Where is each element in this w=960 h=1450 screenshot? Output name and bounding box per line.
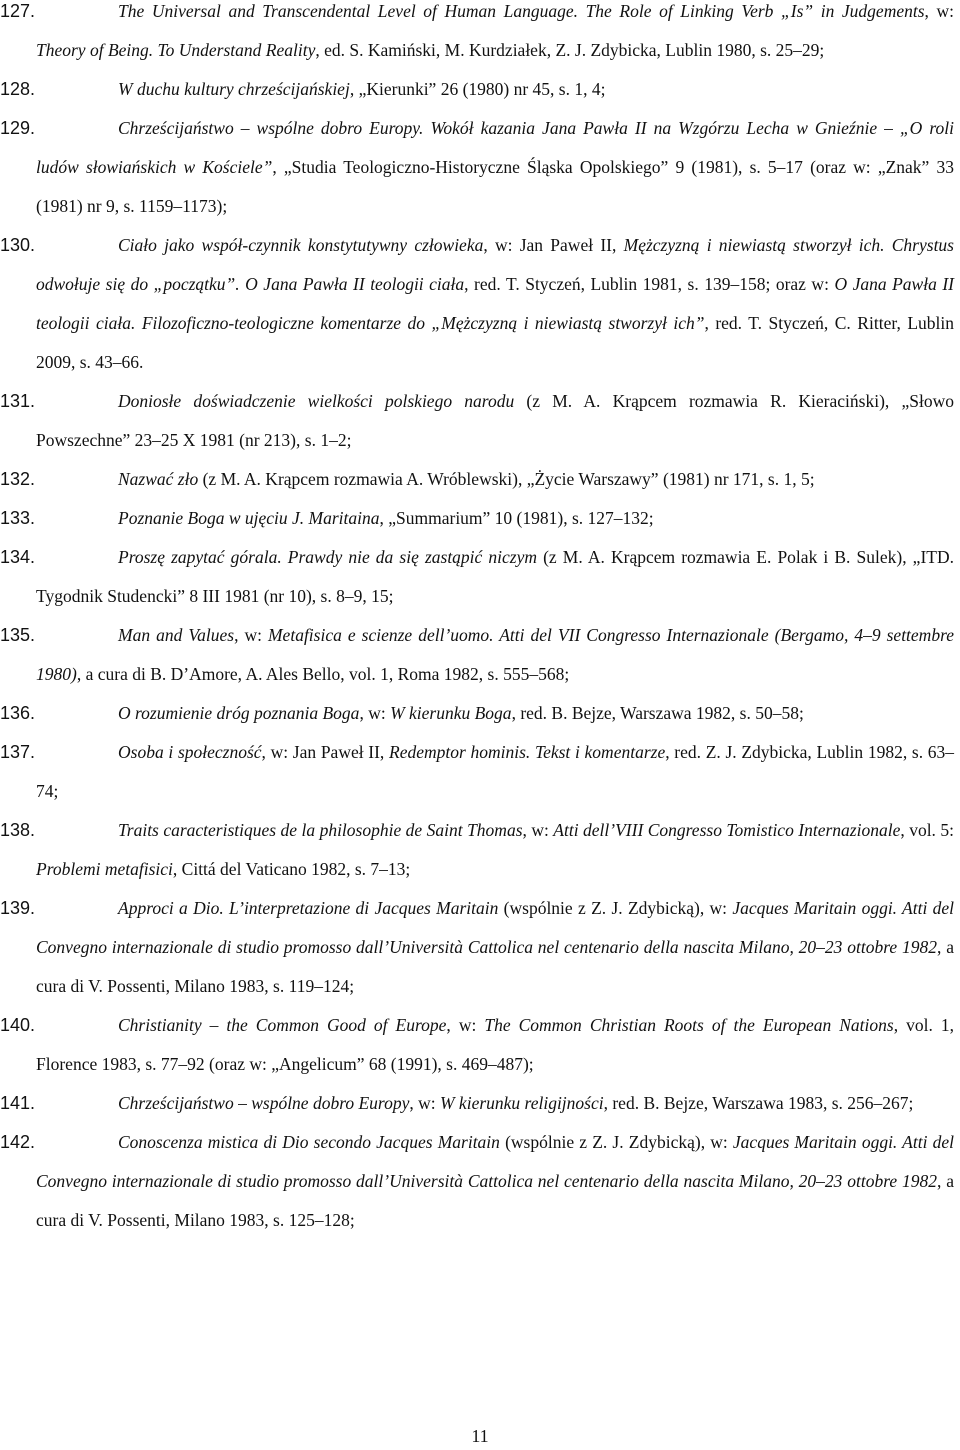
entry-text-segment: , „Summarium” 10 (1981), s. 127–132;	[379, 508, 654, 528]
entry-text-segment: , w:	[924, 1, 954, 21]
entry-number: 138.	[0, 820, 36, 840]
entry-text	[36, 70, 954, 109]
entry-text	[36, 889, 954, 1006]
entry-title-italic: Approci a Dio. L’interpretazione di Jacques Maritain	[118, 898, 499, 918]
entry-title-italic: O Jana Pawła II teologii ciała. Filozoficzno-teologiczne komentarze do „Mężczyzną i niewiastą stworzył ich”	[36, 274, 954, 333]
entry-text-segment: , „Studia Teologiczno-Historyczne Śląska Opolskiego” 9 (1981), s. 5–17 (oraz w: „Znak” 33 (1981) nr 9, s. 1159–1173);	[36, 157, 954, 216]
entry-text	[36, 1006, 954, 1084]
entry-text	[36, 811, 954, 889]
entry-text	[36, 1084, 954, 1123]
entry-number: 134.	[0, 547, 36, 567]
entry-text-segment: , red. T. Styczeń, C. Ritter, Lublin 2009, s. 43–66.	[36, 313, 954, 372]
entry-title-italic: Atti dell’VIII Congresso Tomistico Internazionale	[553, 820, 901, 840]
bibliography-entry	[0, 1123, 960, 1240]
entry-text-segment: , red. Z. J. Zdybicka, Lublin 1982, s. 63–74;	[36, 742, 955, 801]
bibliography-entry	[0, 226, 960, 382]
entry-text-segment: , w:	[446, 1015, 485, 1035]
bibliography-entry	[0, 109, 960, 226]
entry-text-segment: , w:	[522, 820, 554, 840]
entry-title-italic: Man and Values	[118, 625, 235, 645]
entry-text	[36, 538, 954, 616]
bibliography-entry	[0, 889, 960, 1006]
entry-text-segment: , w: Jan Paweł II,	[483, 235, 624, 255]
entry-text	[36, 694, 954, 733]
entry-title-italic: Redemptor hominis. Tekst i komentarze	[389, 742, 666, 762]
entry-text	[36, 499, 954, 538]
entry-title-italic: Proszę zapytać górala. Prawdy nie da się zastąpić niczym	[118, 547, 537, 567]
entry-number: 140.	[0, 1015, 36, 1035]
entry-text-segment: , a cura di B. D’Amore, A. Ales Bello, vol. 1, Roma 1982, s. 555–568;	[76, 664, 570, 684]
entry-title-italic: W kierunku religijności	[439, 1093, 604, 1113]
bibliography-entry	[0, 70, 960, 109]
entry-title-italic: Jacques Maritain oggi. Atti del Convegno internazionale di studio promosso dall’Università Cattolica nel centenario della nascita Milano, 20–23 ottobre 1982	[36, 898, 955, 957]
entry-text-segment: (z M. A. Krąpcem rozmawia R. Kieraciński), „Słowo Powszechne” 23–25 X 1981 (nr 213), s. 1–2;	[36, 391, 954, 450]
entry-text-segment: (z M. A. Krąpcem rozmawia E. Polak i B. Sulek), „ITD. Tygodnik Studencki” 8 III 1981 (nr 10), s. 8–9, 15;	[36, 547, 954, 606]
entry-title-italic: Traits caracteristiques de la philosophie de Saint Thomas	[118, 820, 523, 840]
entry-title-italic: O rozumienie dróg poznania Boga	[118, 703, 360, 723]
entry-text	[36, 382, 954, 460]
entry-text-segment: , red. B. Bejze, Warszawa 1982, s. 50–58;	[511, 703, 804, 723]
bibliography-entry	[0, 538, 960, 616]
entry-title-italic: Chrześcijaństwo – wspólne dobro Europy. Wokół kazania Jana Pawła II na Wzgórzu Lecha w Gnieźnie – „O roli ludów słowiańskich w Kościele”	[36, 118, 954, 177]
entry-title-italic: Problemi metafisici	[36, 859, 173, 879]
entry-title-italic: Doniosłe doświadczenie wielkości polskiego narodu	[118, 391, 515, 411]
entry-number: 128.	[0, 79, 36, 99]
bibliography-entry	[0, 694, 960, 733]
page-number: 11	[471, 1426, 489, 1446]
entry-title-italic: Jacques Maritain oggi. Atti del Convegno internazionale di studio promosso dall’Università Cattolica nel centenario della nascita Milano, 20–23 ottobre 1982	[36, 1132, 954, 1191]
entry-text	[36, 616, 954, 694]
entry-title-italic: Nazwać zło	[118, 469, 199, 489]
entry-number: 130.	[0, 235, 36, 255]
entry-text-segment: (z M. A. Krąpcem rozmawia A. Wróblewski), „Życie Warszawy” (1981) nr 171, s. 1, 5;	[198, 469, 815, 489]
entry-number: 133.	[0, 508, 36, 528]
entry-number: 135.	[0, 625, 36, 645]
bibliography-entry	[0, 0, 960, 70]
bibliography-entry	[0, 616, 960, 694]
bibliography-entry	[0, 382, 960, 460]
bibliography-entry	[0, 1084, 960, 1123]
entry-text	[36, 0, 954, 70]
entry-text-segment: , ed. S. Kamiński, M. Kurdziałek, Z. J. Zdybicka, Lublin 1980, s. 25–29;	[315, 40, 825, 60]
bibliography-entry	[0, 811, 960, 889]
entry-text-segment: , red. B. Bejze, Warszawa 1983, s. 256–267;	[603, 1093, 914, 1113]
entry-number: 141.	[0, 1093, 36, 1113]
entry-text-segment: , red. T. Styczeń, Lublin 1981, s. 139–158; oraz w:	[464, 274, 835, 294]
entry-number: 132.	[0, 469, 36, 489]
entry-title-italic: Poznanie Boga w ujęciu J. Maritaina	[118, 508, 380, 528]
entry-title-italic: Ciało jako współ-czynnik konstytutywny człowieka	[118, 235, 484, 255]
bibliography-entry	[0, 1006, 960, 1084]
entry-text-segment: , a cura di V. Possenti, Milano 1983, s. 125–128;	[36, 1171, 954, 1230]
entry-title-italic: W kierunku Boga	[390, 703, 512, 723]
entry-text-segment: , vol. 5:	[900, 820, 954, 840]
entry-text	[36, 733, 954, 811]
entry-text-segment: , w: Jan Paweł II,	[261, 742, 389, 762]
entry-text-segment: , a cura di V. Possenti, Milano 1983, s. 119–124;	[36, 937, 954, 996]
entry-title-italic: Theory of Being. To Understand Reality	[36, 40, 316, 60]
entry-title-italic: Chrześcijaństwo – wspólne dobro Europy	[118, 1093, 410, 1113]
entry-number: 137.	[0, 742, 36, 762]
entry-number: 142.	[0, 1132, 36, 1152]
entry-text-segment: , w:	[359, 703, 391, 723]
entry-text	[36, 460, 954, 499]
bibliography-entry	[0, 499, 960, 538]
bibliography-entry	[0, 460, 960, 499]
entry-text-segment: , w:	[234, 625, 268, 645]
entry-title-italic: The Universal and Transcendental Level of Human Language. The Role of Linking Verb „Is” in Judgements	[118, 1, 925, 21]
entry-title-italic: The Common Christian Roots of the European Nations	[484, 1015, 894, 1035]
entry-number: 129.	[0, 118, 36, 138]
entry-text-segment: (wspólnie z Z. J. Zdybicką), w:	[499, 1132, 733, 1152]
entry-number: 139.	[0, 898, 36, 918]
entry-title-italic: Christianity – the Common Good of Europe	[118, 1015, 447, 1035]
entry-text	[36, 109, 954, 226]
bibliography-entry	[0, 733, 960, 811]
entry-text-segment: , Cittá del Vaticano 1982, s. 7–13;	[172, 859, 411, 879]
entry-text	[36, 226, 954, 382]
entry-text-segment: , w:	[409, 1093, 440, 1113]
entry-number: 131.	[0, 391, 36, 411]
entry-number: 127.	[0, 1, 36, 21]
entry-title-italic: Metafisica e scienze dell’uomo. Atti del VII Congresso Internazionale (Bergamo, 4–9 settembre 1980)	[36, 625, 955, 684]
entry-title-italic: Mężczyzną i niewiastą stworzył ich. Chrystus odwołuje się do „początku”. O Jana Pawła II teologii ciała	[36, 235, 954, 294]
entry-title-italic: W duchu kultury chrześcijańskiej	[118, 79, 350, 99]
entry-text-segment: , vol. 1, Florence 1983, s. 77–92 (oraz w: „Angelicum” 68 (1991), s. 469–487);	[36, 1015, 954, 1074]
entry-title-italic: Osoba i społeczność	[118, 742, 262, 762]
entry-title-italic: Conoscenza mistica di Dio secondo Jacques Maritain	[118, 1132, 500, 1152]
entry-number: 136.	[0, 703, 36, 723]
entry-text-segment: , „Kierunki” 26 (1980) nr 45, s. 1, 4;	[349, 79, 606, 99]
entry-text-segment: (wspólnie z Z. J. Zdybicką), w:	[498, 898, 733, 918]
entry-text	[36, 1123, 954, 1240]
